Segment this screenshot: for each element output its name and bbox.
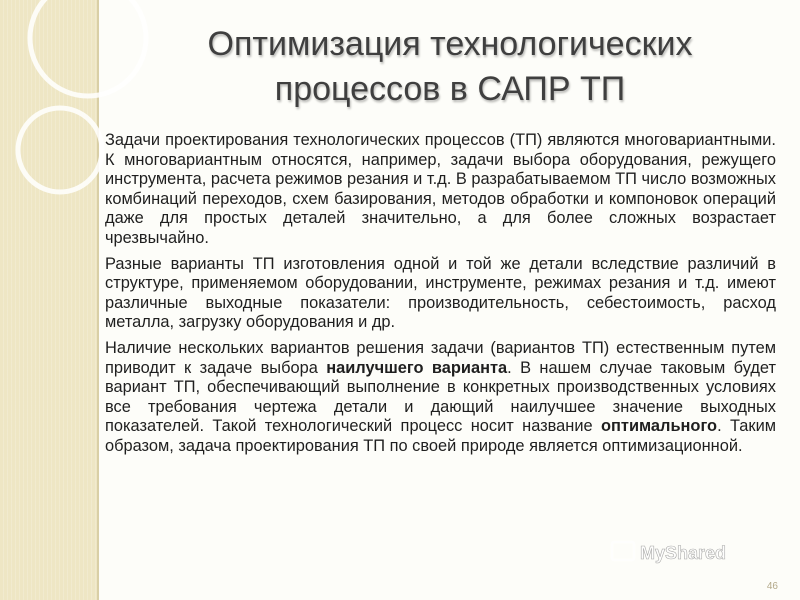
paragraph-3-bold-optimal: оптимального	[601, 417, 718, 436]
paragraph-3-bold-best-variant: наилучшего варианта	[326, 358, 508, 377]
slide-body	[105, 131, 776, 463]
slide-title-line-2: процессов в САПР ТП	[274, 70, 626, 108]
paragraph-3-text-c: . В нашем случае таковым будет вариант ТП, обеспечивающий выполнение в конкретных производственных условиях все требования чертежа детали и дающий наилучшее значение выходных показателей. Такой технологический процесс носит название	[105, 358, 776, 436]
paragraph-1: Задачи проектирования технологических процессов (ТП) являются многовариантными. К многовариантным относятся, например, задачи выбора оборудования, режущего инструмента, расчета режимов резания и т.д. В разрабатываемом ТП число возможных комбинаций переходов, схем базирования, методов обработки и компоновок операций даже для простых деталей значительно, а для более сложных возрастает чрезвычайно.	[105, 131, 776, 247]
watermark-text: MyShared	[640, 543, 727, 563]
watermark-icon	[612, 542, 634, 560]
page-number: 46	[766, 581, 778, 592]
decorative-circle-small	[18, 108, 102, 192]
paragraph-2: Разные варианты ТП изготовления одной и той же детали вследствие различий в структуре, применяемом оборудовании, инструменте, режимах резания и т.д. имеют различные выходные показатели: производительность, себестоимость, расход металла, загрузку оборудования и др.	[105, 254, 776, 332]
slide-title-line-1: Оптимизация технологических	[207, 25, 693, 63]
watermark-logo	[608, 532, 768, 572]
slide-title	[110, 22, 790, 112]
paragraph-3-text-e: . Таким образом, задача проектирования ТП по своей природе является оптимизационной.	[105, 417, 776, 455]
paragraph-3	[105, 339, 776, 457]
paragraph-3-text-a: Наличие нескольких вариантов решения задачи (вариантов ТП) естественным путем приводит к задаче выбора	[105, 338, 776, 377]
